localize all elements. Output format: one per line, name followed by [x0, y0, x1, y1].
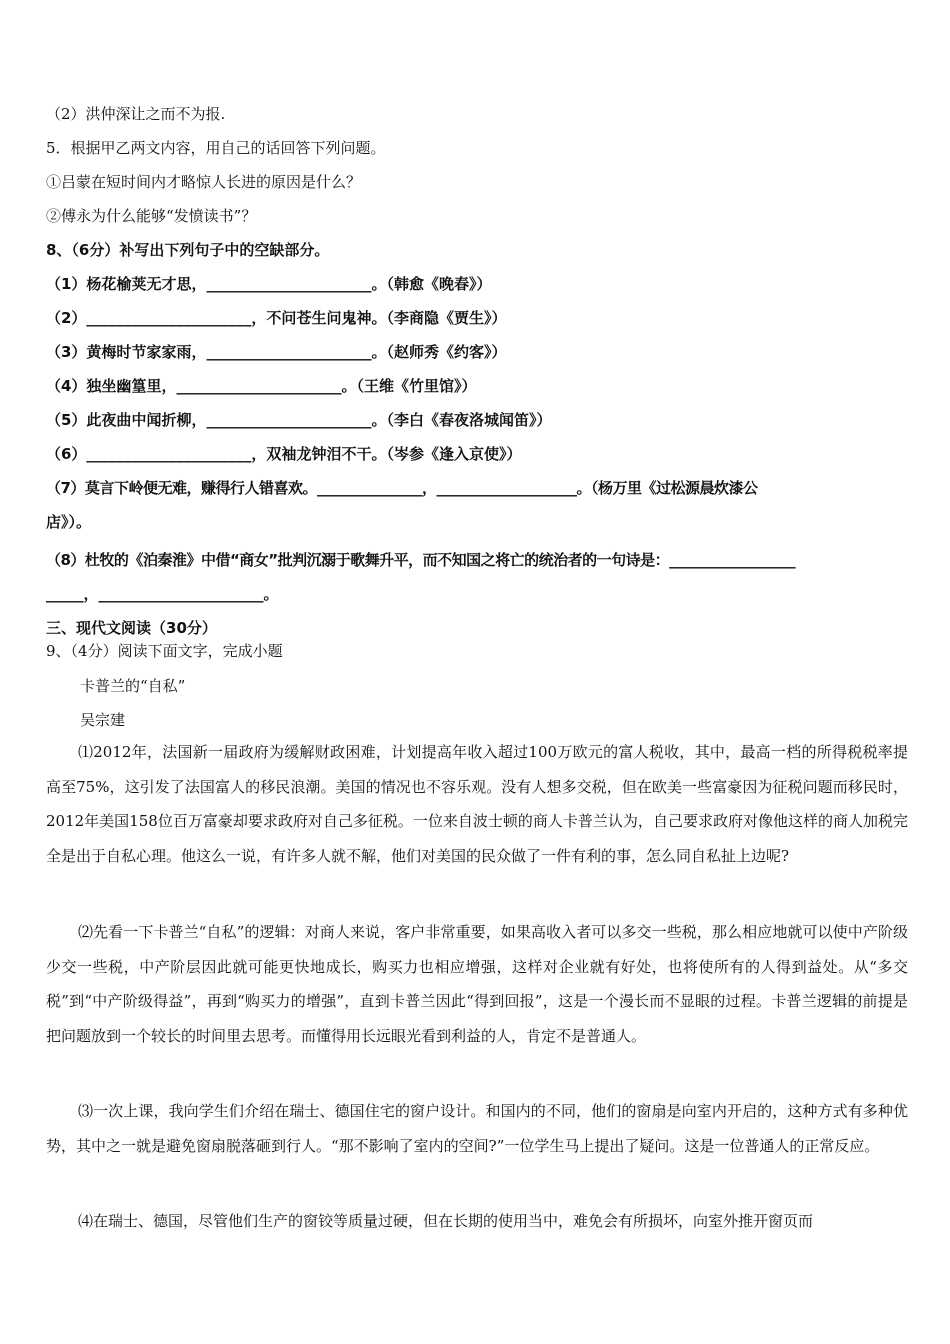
article-paragraph-2: ⑵先看一下卡普兰“自私”的逻辑：对商人来说，客户非常重要，如果高收入者可以多交一些税，那么相应地就可以使中产阶级少交一些税，中产阶层因此就可能更快地成长，购买力也相应增强，这样对企业就有好处，也将使所有的人得到益处。从“多交税”到“中产阶级得益”，再到“购买力的增强”，直到卡普兰因此“得到回报”，这是一个漫长而不显眼的过程。卡普兰逻辑的前提是把问题放到一个较长的时间里去思考。而懂得用长远眼光看到利益的人，肯定不是普通人。 [46, 923, 908, 1045]
q8-line-4: （4）独坐幽篁里，______________________。（王维《竹里馆》） [46, 377, 477, 395]
q8-line-7-cont: 店》）。 [46, 513, 92, 531]
q8-line-5: （5）此夜曲中闻折柳，______________________。（李白《春夜洛城闻笛》） [46, 411, 552, 429]
q4-item-2: （2）洪仲深让之而不为报. [46, 105, 226, 123]
q8-line-1: （1）杨花榆荚无才思，______________________。（韩愈《晚春》） [46, 275, 492, 293]
q8-header: 8、（6分）补写出下列句子中的空缺部分。 [46, 241, 330, 259]
section-3-heading: 三、现代文阅读（30分） [46, 619, 217, 637]
q5-header: 5．根据甲乙两文内容，用自己的话回答下列问题。 [46, 139, 386, 157]
article-author: 吴宗建 [80, 711, 126, 729]
q8-line-6: （6）______________________，双袖龙钟泪不干。（岑参《逢入京使》） [46, 445, 522, 463]
q8-line-8: （8）杜牧的《泊秦淮》中借“商女”批判沉溺于歌舞升平，而不知国之将亡的统治者的一句诗是：__________________ [46, 551, 796, 569]
article-paragraph-1: ⑴2012年，法国新一届政府为缓解财政困难，计划提高年收入超过100万欧元的富人税收，其中，最高一档的所得税税率提高至75%，这引发了法国富人的移民浪潮。美国的情况也不容乐观。没有人想多交税，但在欧美一些富豪因为征税问题而移民时，2012年美国158位百万富豪却要求政府对自己多征税。一位来自波士顿的商人卡普兰认为，自己要求政府对像他这样的商人加税完全是出于自私心理。他这么一说，有许多人就不解，他们对美国的民众做了一件有利的事，怎么同自私扯上边呢? [46, 743, 908, 865]
q5-item-1: ①吕蒙在短时间内才略惊人长进的原因是什么？ [46, 173, 362, 191]
article-title: 卡普兰的“自私” [80, 677, 186, 695]
article-paragraph-4: ⑷在瑞士、德国，尽管他们生产的窗铰等质量过硬，但在长期的使用当中，难免会有所损坏，向室外推开窗页而 [78, 1212, 814, 1230]
q5-item-2: ②傅永为什么能够“发愤读书”？ [46, 207, 257, 225]
article-paragraph-3: ⑶一次上课，我向学生们介绍在瑞士、德国住宅的窗户设计。和国内的不同，他们的窗扇是向室内开启的，这种方式有多种优势，其中之一就是避免窗扇脱落砸到行人。“那不影响了室内的空间?”一位学生马上提出了疑问。这是一位普通人的正常反应。 [46, 1102, 908, 1155]
q9-header: 9、（4分）阅读下面文字，完成小题 [46, 642, 283, 660]
q8-line-2: （2）______________________，不问苍生问鬼神。（李商隐《贾生》） [46, 309, 507, 327]
q8-line-3: （3）黄梅时节家家雨，______________________。（赵师秀《约客》） [46, 343, 507, 361]
q8-line-8-cont: _____，______________________。 [46, 585, 279, 603]
q8-line-7: （7）莫言下岭便无难，赚得行人错喜欢。_______________，____________________。（杨万里《过松源晨炊漆公 [46, 479, 758, 497]
